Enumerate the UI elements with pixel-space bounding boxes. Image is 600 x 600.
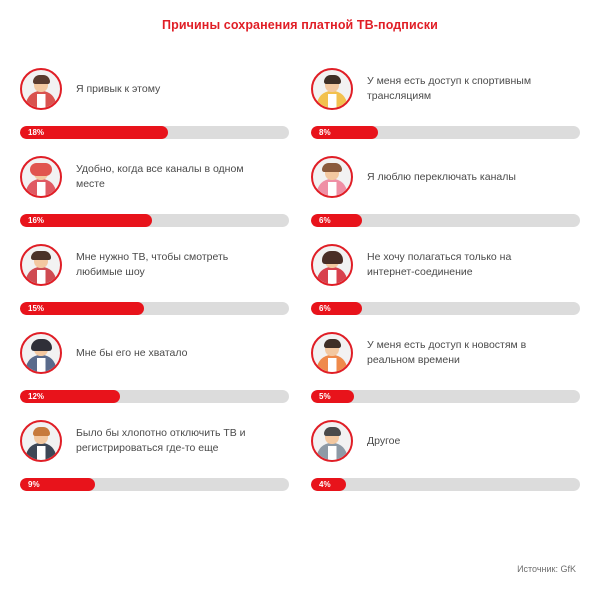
page-title: Причины сохранения платной ТВ-подписки — [162, 18, 438, 32]
row-header — [20, 234, 289, 296]
row-label: Мне нужно ТВ, чтобы смотреть любимые шоу — [76, 251, 229, 278]
row-header — [20, 58, 289, 120]
avatar — [311, 244, 353, 286]
row-label: Другое — [367, 434, 401, 447]
bar-track — [20, 126, 289, 139]
chart-row — [20, 234, 289, 322]
row-label: Я люблю переключать каналы — [367, 170, 516, 183]
avatar — [20, 244, 62, 286]
row-label: Было бы хлопотно отключить ТВ и регистрироваться где-то еще — [76, 427, 246, 454]
avatar — [311, 332, 353, 374]
avatar-hair — [31, 251, 51, 260]
avatar-collar — [37, 270, 46, 284]
avatar — [311, 420, 353, 462]
bar-value: 12% — [28, 392, 45, 401]
avatar-collar — [328, 94, 337, 108]
bar-value: 5% — [319, 392, 331, 401]
row-label: Мне бы его не хватало — [76, 346, 188, 359]
bar-track — [311, 126, 580, 139]
avatar-collar — [37, 446, 46, 460]
row-label: Не хочу полагаться только на интернет-соединение — [367, 251, 512, 278]
row-label: У меня есть доступ к спортивным трансляциям — [367, 75, 532, 102]
avatar — [20, 332, 62, 374]
bar-value: 4% — [319, 480, 331, 489]
chart-row — [311, 322, 580, 410]
row-header — [20, 322, 289, 384]
avatar-collar — [328, 358, 337, 372]
row-header — [311, 234, 580, 296]
left-column — [20, 58, 289, 498]
chart-row — [311, 234, 580, 322]
chart-row — [20, 410, 289, 498]
avatar-hair — [322, 163, 342, 172]
bar-value: 9% — [28, 480, 40, 489]
chart-row — [311, 58, 580, 146]
row-label: Я привык к этому — [76, 82, 161, 95]
chart-row — [20, 322, 289, 410]
bar-track — [311, 214, 580, 227]
bar-track — [311, 302, 580, 315]
avatar-hair — [324, 75, 341, 84]
chart-row — [311, 410, 580, 498]
bar-value: 18% — [28, 128, 45, 137]
row-header — [311, 58, 580, 120]
avatar — [20, 156, 62, 198]
avatar-collar — [37, 94, 46, 108]
row-header — [311, 410, 580, 472]
avatar — [20, 420, 62, 462]
row-label: У меня есть доступ к новостям в реальном времени — [367, 339, 527, 366]
row-label: Удобно, когда все каналы в одном месте — [76, 163, 244, 190]
avatar-hair — [322, 251, 343, 264]
avatar-collar — [328, 270, 337, 284]
avatar — [311, 156, 353, 198]
avatar-hair — [324, 339, 341, 348]
row-header — [311, 322, 580, 384]
bar-value: 15% — [28, 304, 45, 313]
avatar-collar — [37, 358, 46, 372]
row-header — [20, 146, 289, 208]
bar-fill — [311, 390, 354, 403]
bar-track — [20, 214, 289, 227]
avatar — [20, 68, 62, 110]
source-note: Источник: GfK — [517, 564, 576, 574]
avatar-hair — [33, 75, 50, 84]
chart-row — [311, 146, 580, 234]
bar-track — [20, 390, 289, 403]
bar-track — [311, 390, 580, 403]
chart-columns — [20, 58, 580, 498]
avatar-collar — [37, 182, 46, 196]
row-header — [311, 146, 580, 208]
bar-value: 16% — [28, 216, 45, 225]
chart-row — [20, 146, 289, 234]
avatar-hair — [30, 163, 52, 176]
bar-track — [20, 478, 289, 491]
bar-track — [311, 478, 580, 491]
bar-value: 6% — [319, 216, 331, 225]
avatar-collar — [328, 446, 337, 460]
bar-value: 6% — [319, 304, 331, 313]
avatar-hair — [324, 427, 341, 436]
avatar-collar — [328, 182, 337, 196]
right-column — [311, 58, 580, 498]
bar-track — [20, 302, 289, 315]
chart-row — [20, 58, 289, 146]
bar-value: 8% — [319, 128, 331, 137]
avatar — [311, 68, 353, 110]
row-header — [20, 410, 289, 472]
avatar-hair — [31, 339, 52, 351]
avatar-hair — [33, 427, 50, 436]
